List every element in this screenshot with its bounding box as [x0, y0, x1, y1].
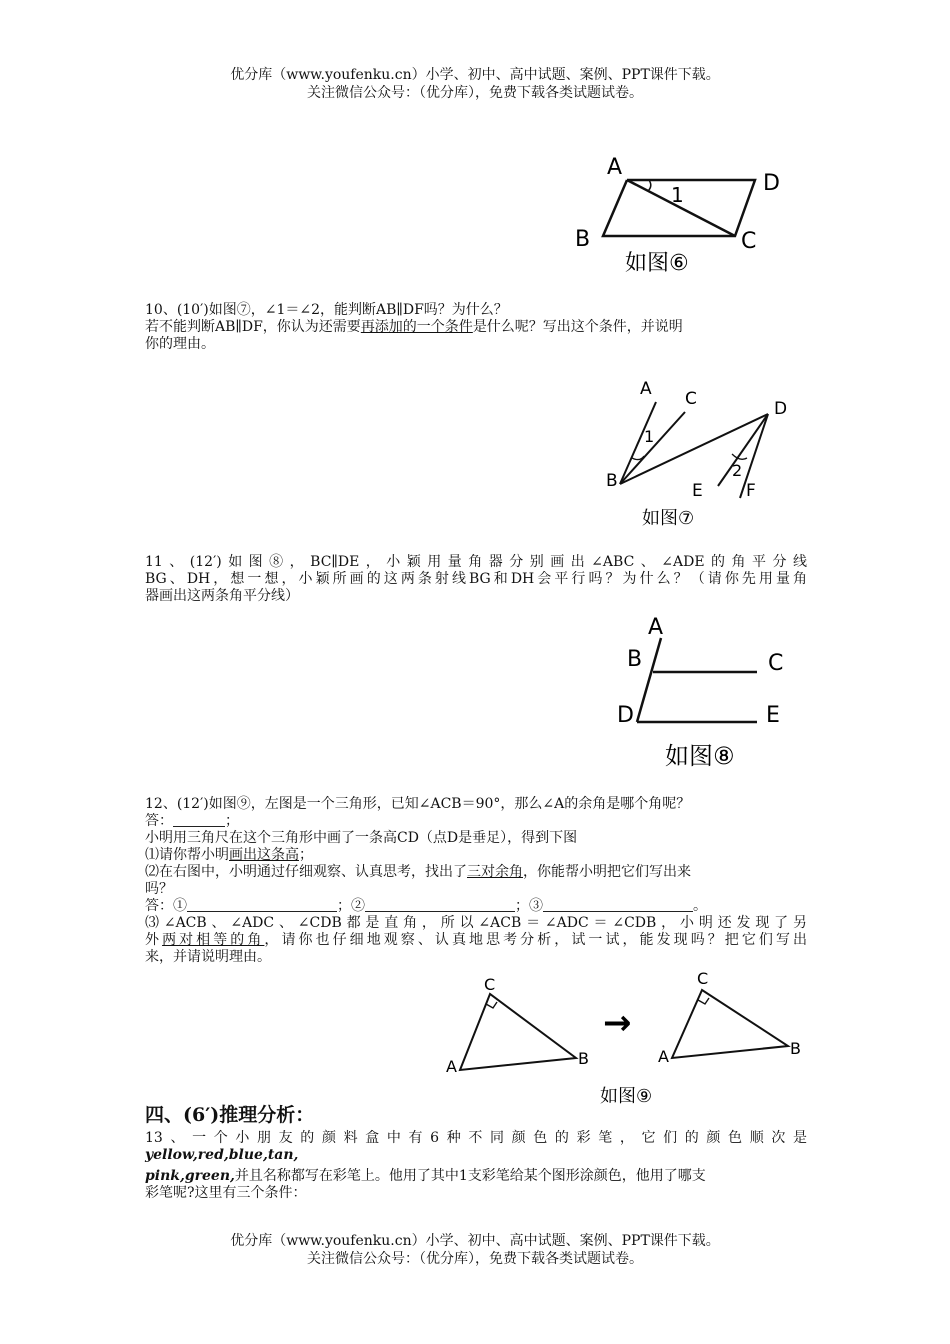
- page-header: [0, 66, 950, 102]
- q10-line-1: 10、(10′)如图⑦，∠1＝∠2，能判断AB∥DF吗？为什么？: [145, 302, 508, 318]
- q12-answer-2-blank-2[interactable]: [365, 898, 515, 912]
- q12-answer-2-sep-2: ；③: [515, 898, 543, 914]
- figure-6: [565, 150, 795, 280]
- q12-part-3-a: ⑶∠ACB、∠ADC、∠CDB都是直角，所以∠ACB＝∠ADC＝∠CDB，小明还发现了另: [145, 915, 807, 931]
- q11-line-2: BG、DH，想一想，小颖所画的这两条射线BG和DH会平行吗？为什么？（请你先用量角: [145, 571, 807, 587]
- q13-colors-line-2: pink,green,: [145, 1168, 235, 1184]
- figure-9-caption: 如图⑨: [600, 1086, 653, 1107]
- q12-line-3: 小明用三角尺在这个三角形中画了一条高CD（点D是垂足），得到下图: [145, 830, 578, 846]
- header-line-1: 优分库（www.youfenku.cn）小学、初中、高中试题、案例、PPT课件下载。: [230, 67, 720, 83]
- line-bd: [620, 414, 768, 484]
- label-b: B: [606, 471, 618, 491]
- question-11: [145, 554, 807, 605]
- left-label-c: C: [484, 975, 496, 994]
- q13-line-1: 13、一个小朋友的颜料盒中有6种不同颜色的彩笔，它们的颜色顺次是: [145, 1130, 807, 1146]
- label-e: E: [692, 481, 703, 501]
- ray-bc: [620, 412, 685, 484]
- label-d: D: [763, 171, 780, 196]
- q10-line-2-b: 是什么呢？写出这个条件，并说明: [472, 319, 683, 335]
- angle-1-arc: [648, 180, 651, 191]
- figure-6-caption: 如图⑥: [625, 251, 689, 276]
- label-a: A: [648, 615, 664, 640]
- section-4-title: 四、(6′)推理分析：: [145, 1104, 315, 1126]
- figure-8: [605, 608, 805, 778]
- q12-part-1-b: ；: [299, 847, 313, 863]
- q12-answer-2-label: 答：①: [145, 898, 187, 914]
- q12-part-2-answers: [145, 898, 807, 915]
- q12-part-1-underlined: 画出这条高: [229, 847, 299, 863]
- label-c: C: [741, 229, 757, 254]
- q10-line-2: [145, 319, 807, 336]
- q12-part-3-b-pre: 外: [145, 932, 163, 948]
- q12-answer-2-blank-3[interactable]: [543, 898, 693, 912]
- question-10: [145, 302, 807, 353]
- left-triangle: [460, 994, 576, 1070]
- q12-part-3-c: 来，并请说明理由。: [145, 949, 271, 965]
- q13-line-3: [145, 1168, 807, 1185]
- q13-colors-line-1: yellow,red,blue,tan,: [145, 1147, 299, 1163]
- footer-line-2: 关注微信公众号：（优分库），免费下载各类试题试卷。: [307, 1251, 643, 1267]
- q12-answer-end: ；: [225, 813, 239, 829]
- label-b: B: [627, 647, 643, 672]
- right-label-c: C: [697, 969, 709, 988]
- label-e: E: [766, 703, 780, 728]
- q10-underlined-condition: 再添加的一个条件: [360, 319, 473, 335]
- footer-line-1: 优分库（www.youfenku.cn）小学、初中、高中试题、案例、PPT课件下载。: [230, 1233, 720, 1249]
- q12-part-1: [145, 847, 807, 864]
- q10-line-2-a: 若不能判断AB∥DF，你认为还需要: [145, 319, 361, 335]
- q12-answer-2-end: 。: [693, 898, 707, 914]
- figure-7-diagram: [590, 372, 800, 532]
- right-label-a: A: [658, 1047, 669, 1066]
- q12-part-2-b: ，你能帮小明把它们写出来: [523, 864, 691, 880]
- figure-9-diagram: [440, 962, 810, 1112]
- figure-7: [590, 372, 800, 532]
- left-label-b: B: [578, 1049, 589, 1068]
- label-a: A: [640, 379, 652, 399]
- page-footer: [0, 1232, 950, 1268]
- q11-line-3: 器画出这两条角平分线）: [145, 588, 299, 604]
- figure-9: [440, 962, 810, 1112]
- q12-answer-2-blank-1[interactable]: [187, 898, 337, 912]
- question-12: [145, 796, 807, 966]
- q12-part-2-c: 吗？: [145, 881, 173, 897]
- left-label-a: A: [446, 1057, 457, 1076]
- label-c: C: [685, 389, 697, 409]
- q13-line-4: 彩笔呢?这里有三个条件：: [145, 1185, 307, 1201]
- q12-part-2: [145, 864, 807, 881]
- right-label-b: B: [790, 1039, 801, 1058]
- label-f: F: [746, 481, 756, 501]
- right-right-angle-mark: [698, 998, 709, 1004]
- label-b: B: [575, 227, 591, 252]
- figure-7-caption: 如图⑦: [642, 508, 695, 529]
- q12-answer-line: [145, 813, 807, 830]
- q13-line-3-rest: 并且名称都写在彩笔上。他用了其中1支彩笔给某个图形涂颜色，他用了哪支: [234, 1168, 706, 1184]
- angle-1-label: 1: [644, 427, 655, 446]
- q12-part-3-underlined: 两对相等的角: [162, 932, 265, 948]
- q12-part-1-a: ⑴请你帮小明: [145, 847, 229, 863]
- q12-answer-label: 答：: [145, 813, 173, 829]
- figure-8-diagram: [605, 608, 805, 778]
- left-right-angle-mark: [486, 1002, 497, 1008]
- q12-line-1: 12、(12′)如图⑨，左图是一个三角形，已知∠ACB＝90°，那么∠A的余角是哪个角呢？: [145, 796, 691, 812]
- transform-arrow: →: [603, 1003, 632, 1043]
- q12-answer-blank[interactable]: [173, 813, 225, 827]
- angle-2-label: 2: [732, 461, 743, 480]
- angle-1-label: 1: [671, 183, 684, 207]
- label-d: D: [774, 399, 788, 419]
- q11-line-1: 11、(12′)如图⑧，BC∥DE，小颖用量角器分别画出∠ABC、∠ADE的角平分线: [145, 554, 807, 570]
- q10-line-3: 你的理由。: [145, 336, 215, 352]
- q12-part-3-b-post: ，请你也仔细地观察、认真地思考分析，试一试，能发现吗？把它们写出: [264, 932, 808, 948]
- q12-answer-2-sep-1: ；②: [337, 898, 365, 914]
- header-line-2: 关注微信公众号：（优分库），免费下载各类试题试卷。: [307, 85, 643, 101]
- right-triangle: [672, 990, 788, 1058]
- figure-6-diagram: [565, 150, 795, 280]
- q12-part-2-underlined: 三对余角: [467, 864, 523, 880]
- figure-8-caption: 如图⑧: [665, 742, 735, 770]
- question-13: [145, 1130, 807, 1202]
- label-d: D: [617, 703, 634, 728]
- q12-part-3-b: [145, 932, 807, 949]
- label-c: C: [768, 651, 784, 676]
- label-a: A: [607, 155, 623, 180]
- q12-part-2-a: ⑵在右图中，小明通过仔细观察、认真思考，找出了: [145, 864, 467, 880]
